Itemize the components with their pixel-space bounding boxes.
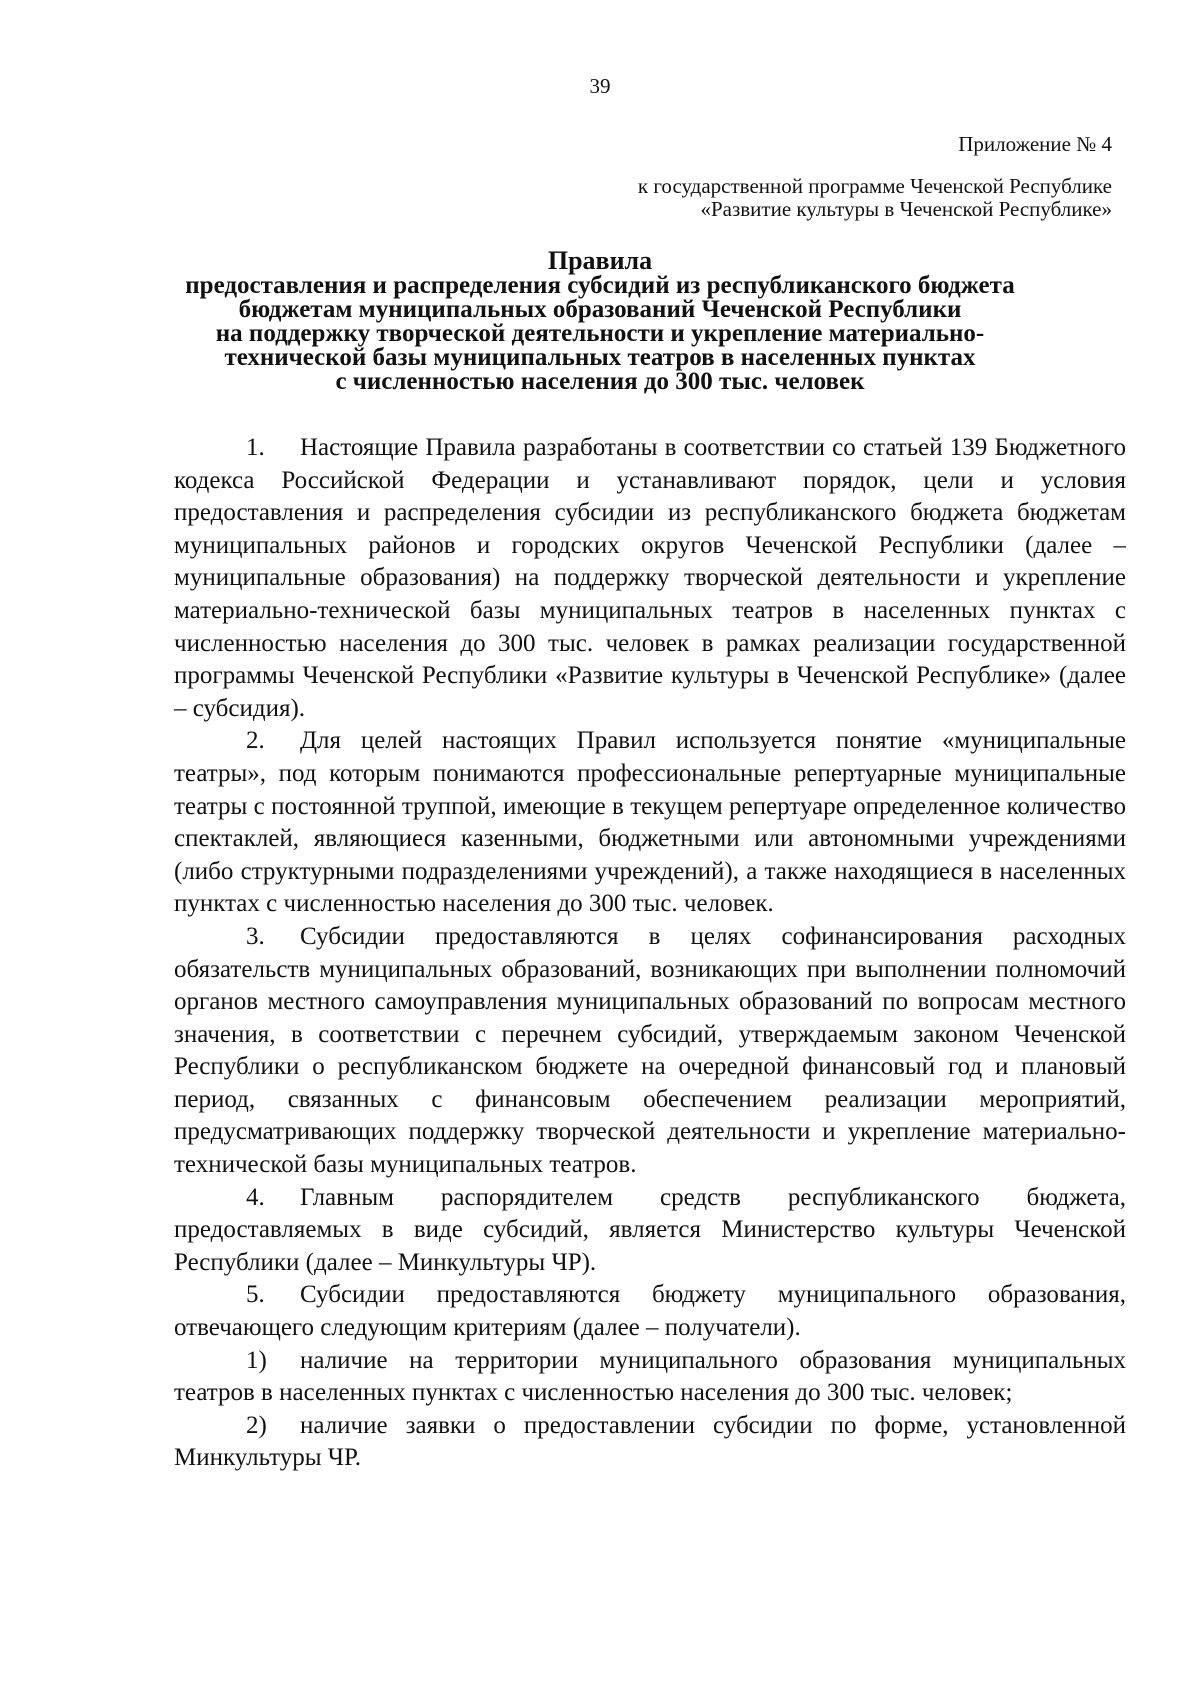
title-line: бюджетам муниципальных образований Чеченской Республики [238,296,962,323]
list-item-number: 1) [246,1346,267,1374]
paragraph [174,1279,1126,1344]
page-number: 39 [589,74,611,98]
appendix-line-2: «Развитие культуры в Чеченской Республике» [700,197,1112,221]
paragraph-number: 4. [246,1183,265,1211]
title-line: с численностью населения до 300 тыс. человек [335,368,865,395]
list-item [174,1345,1126,1410]
title-heading: Правила [547,246,653,275]
paragraph-text: Настоящие Правила разработаны в соответствии со статьей 139 Бюджетного кодекса Российской Федерации и устанавливают порядок, цели и условия предоставления и распределения субсидии из республиканского бюджета бюджетам муниципальных районов и городских округов Чеченской Республики (далее – муниципальные образования) на поддержку творческой деятельности и укрепление материально-технической базы муниципальных театров в населенных пунктах с численностью населения до 300 тыс. человек в рамках реализации государственной программы Чеченской Республики «Развитие культуры в Чеченской Республике» (далее – субсидия). [174,434,1126,722]
paragraph-text: Субсидии предоставляются бюджету муниципального образования, отвечающего следующим критериям (далее – получатели). [174,1281,1126,1342]
paragraph [174,725,1126,921]
appendix-header [638,133,1112,221]
paragraph-text: Субсидии предоставляются в целях софинансирования расходных обязательств муниципальных образований, возникающих при выполнении полномочий органов местного самоуправления муниципальных образований по вопросам местного значения, в соответствии с перечнем субсидий, утверждаемым законом Чеченской Республики о республиканском бюджете на очередной финансовый год и плановый период, связанных с финансовым обеспечением реализации мероприятий, предусматривающих поддержку творческой деятельности и укрепление материально-технической базы муниципальных театров. [174,922,1126,1179]
list-item [174,1410,1126,1475]
list-item-text: наличие на территории муниципального образования муниципальных театров в населенных пунктах с численностью населения до 300 тыс. человек; [174,1346,1126,1407]
appendix-number: Приложение № 4 [958,132,1112,156]
paragraph-number: 1. [246,434,265,461]
appendix-line-1: к государственной программе Чеченской Республике [637,174,1112,198]
paragraph [174,921,1126,1182]
paragraph-number: 3. [246,922,265,950]
list-item-number: 2) [246,1411,267,1439]
title-line: на поддержку творческой деятельности и укрепление материально- [215,320,985,347]
title-line: технической базы муниципальных театров в населенных пунктах [224,344,976,371]
paragraph-number: 2. [246,727,265,755]
paragraph [174,432,1126,725]
list-item-text: наличие заявки о предоставлении субсидии по форме, установленной Минкультуры ЧР. [174,1411,1126,1472]
document-title [120,247,1080,394]
paragraph-number: 5. [246,1281,265,1309]
paragraph-text: Главным распорядителем средств республиканского бюджета, предоставляемых в виде субсидий, является Министерство культуры Чеченской Республики (далее – Минкультуры ЧР). [174,1183,1126,1276]
paragraph [174,1182,1126,1280]
paragraph-text: Для целей настоящих Правил используется понятие «муниципальные театры», под которым понимаются профессиональные репертуарные муниципальные театры с постоянной труппой, имеющие в текущем репертуаре определенное количество спектаклей, являющиеся казенными, бюджетными или автономными учреждениями (либо структурными подразделениями учреждений), а также находящиеся в населенных пунктах с численностью населения до 300 тыс. человек. [174,727,1126,918]
document-body [174,432,1126,1475]
title-line: предоставления и распределения субсидий из республиканского бюджета [185,272,1015,299]
